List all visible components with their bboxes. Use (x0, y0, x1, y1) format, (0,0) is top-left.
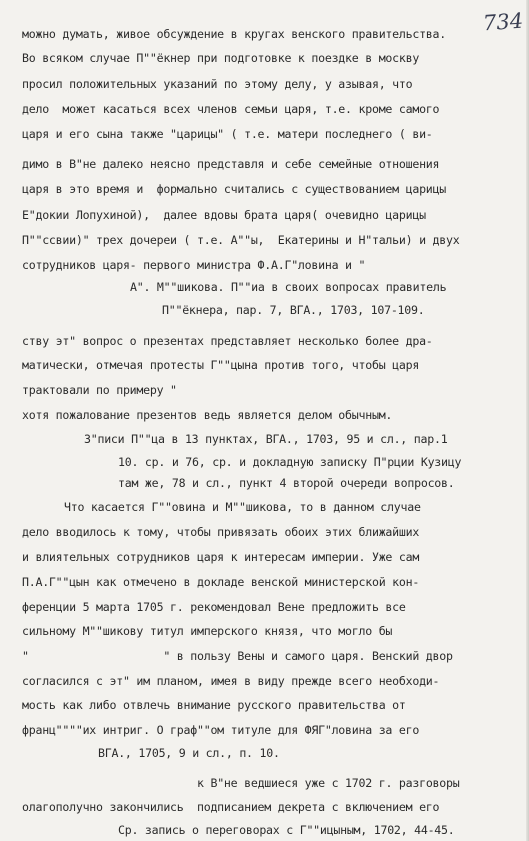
text-line: мость как либо отвлечь внимание русского правительства от (22, 698, 406, 712)
text-line: согласился с эт" им планом, имея в виду прежде всего необходи- (22, 674, 440, 688)
text-line: Е"докии Лопухиной), далее вдовы брата царя( очевидно царицы (22, 208, 426, 222)
footnote-line: А". М""шикова. П""иа в своих вопросах правитель (130, 280, 447, 294)
text-line: дело вводилось к тому, чтобы привязать обоих этих ближайших (22, 525, 420, 539)
text-line: дело может касаться всех членов семьи царя, т.е. кроме самого (22, 102, 440, 116)
text-line: " " в пользу Вены и самого царя. Венский двор (22, 649, 453, 663)
text-line: сильному М""шикову титул имперского князя, что могло бы (22, 624, 393, 638)
text-line: П""ссвии)" трех дочереи ( т.е. А""ы, Екатерины и Н"тальи) и двух (22, 233, 460, 247)
page-number: 734 (482, 8, 524, 36)
text-line: можно думать, живое обсуждение в кругах венского правительства. (22, 27, 446, 41)
text-line: олагополучно закончились подписанием декрета с включением его (22, 800, 440, 814)
text-line: Во всяком случае П""ёкнер при подготовке к поездке в москву (22, 51, 420, 65)
text-line: хотя пожалование презентов ведь является делом обычным. (22, 408, 393, 422)
text-line: франц""""их интриг. О граф""ом титуле для ФЯГ"ловина за его (22, 723, 420, 737)
text-line: сотрудников царя- первого министра Ф.А.Г"ловина и " (22, 258, 366, 272)
text-line: Что касается Г""овина и М""шикова, то в данном случае (64, 500, 421, 514)
text-line: к В"не ведшиеся уже с 1702 г. разговоры (197, 776, 460, 790)
footnote-line: 10. ср. и 76, ср. и докладную записку П"рции Кузицу (118, 455, 462, 469)
text-line: просил положительных указаний по этому делу, у азывая, что (22, 77, 413, 91)
text-line: и влиятельных сотрудников царя к интересам империи. Уже сам (22, 550, 420, 564)
footnote-line: З"писи П""ца в 13 пунктах, ВГА., 1703, 95 и сл., пар.1 (84, 432, 448, 446)
text-line: ференции 5 марта 1705 г. рекомендовал Вене предложить все (22, 600, 406, 614)
text-line: димо в В"не далеко неясно представля и себе семейные отношения (22, 157, 440, 171)
text-line: царя и его сына также "царицы" ( т.е. матери последнего ( ви- (22, 127, 433, 141)
text-line: трактовали по примеру " (22, 383, 177, 397)
footnote-line: П""ёкнера, пар. 7, ВГА., 1703, 107-109. (162, 303, 425, 317)
text-line: матически, отмечая протесты Г""цына против того, чтобы царя (22, 358, 420, 372)
text-line: П.А.Г""цын как отмечено в докладе венской министерской кон- (22, 575, 420, 589)
text-line: ству эт" вопрос о презентах представляет несколько более дра- (22, 334, 433, 348)
footnote-line: там же, 78 и сл., пункт 4 второй очереди вопросов. (118, 476, 455, 490)
text-line: царя в это время и формально считались с существованием царицы (22, 182, 446, 196)
footnote-line: ВГА., 1705, 9 и сл., п. 10. (98, 746, 280, 760)
footnote-line: Ср. запись о переговорах с Г""ицыным, 1702, 44-45. (118, 823, 455, 837)
